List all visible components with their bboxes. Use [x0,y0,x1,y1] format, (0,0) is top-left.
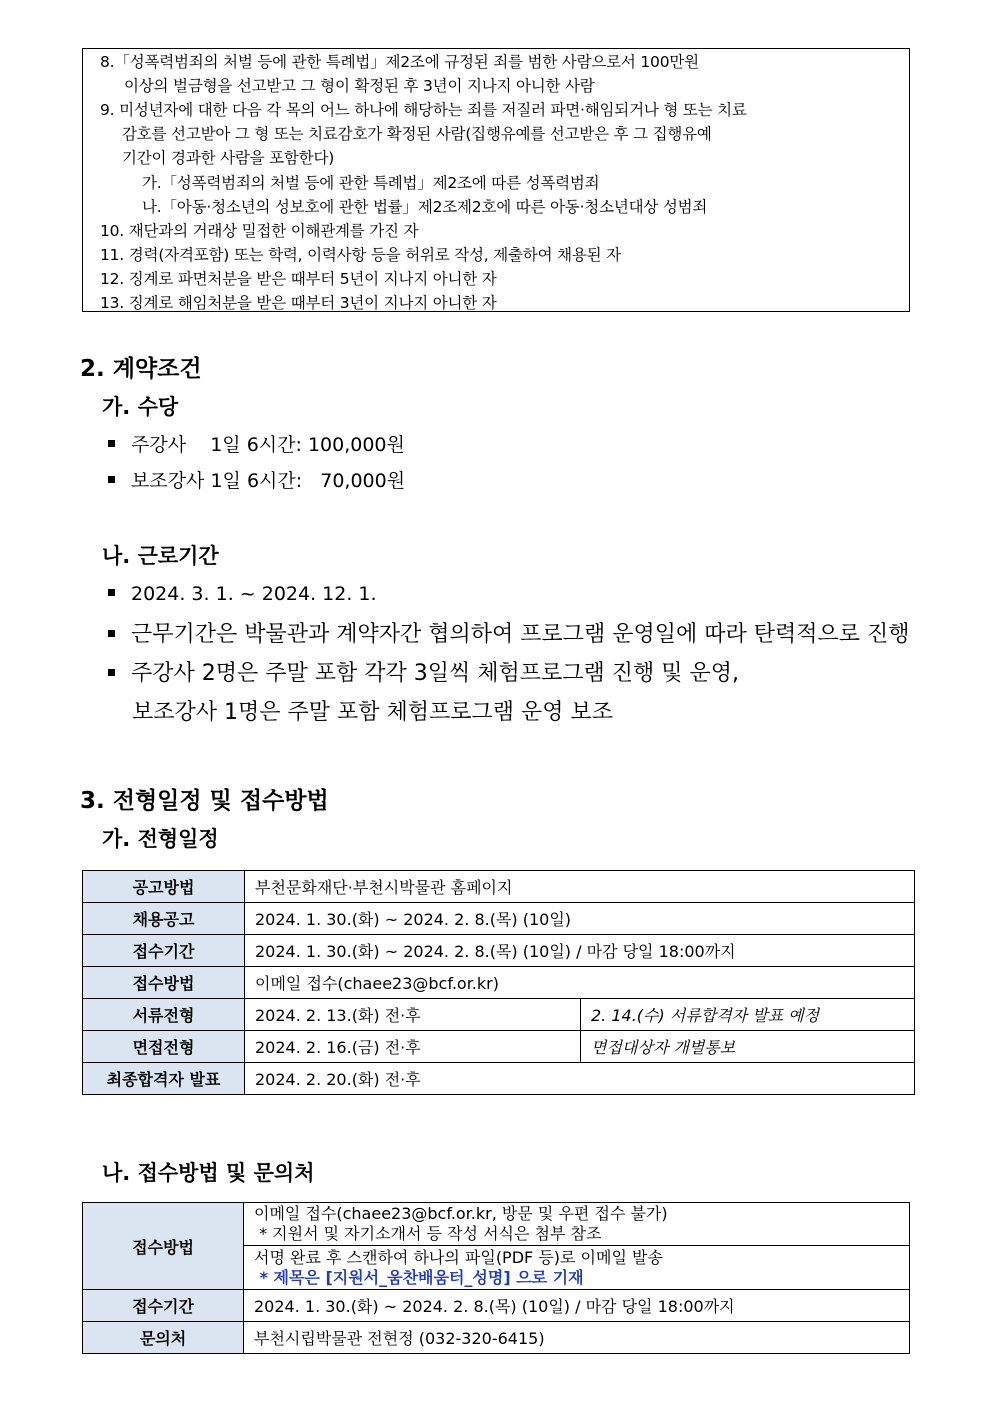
section-3-title: 3. 전형일정 및 접수방법 [80,788,329,814]
disqualify-item-9: 9. 미성년자에 대한 다음 각 목의 어느 하나에 해당하는 죄를 저질러 파면·해임되거나 형 또는 치료 [100,101,747,119]
period-assistant-schedule: 보조강사 1명은 주말 포함 체험프로그램 운영 보조 [132,700,613,725]
period-flexible-text: 근무기간은 박물관과 계약자간 협의하여 프로그램 운영일에 따라 탄력적으로 진행 [131,622,910,647]
bullet-square-icon [108,476,115,483]
schedule-label: 채용공고 [83,903,245,935]
table-row [83,1290,910,1322]
disqualify-item-8: 8.「성폭력범죄의 처벌 등에 관한 특례법」제2조에 규정된 죄를 범한 사람으로서 100만원 [100,53,699,71]
period-main-schedule-text: 주강사 2명은 주말 포함 각각 3일씩 체험프로그램 진행 및 운영, [131,661,739,686]
schedule-table [82,870,915,1095]
disqualify-item-10: 10. 재단과의 거래상 밀접한 이해관계를 가진 자 [100,222,419,240]
disqualify-item-9-na: 나.「아동·청소년의 성보호에 관한 법률」제2조제2호에 따른 아동·청소년대상 성범죄 [142,198,708,216]
apply-method-label: 접수방법 [83,1203,244,1290]
apply-contact-label: 문의처 [83,1322,244,1354]
schedule-value: 2024. 2. 13.(화) 전·후 [245,999,581,1031]
schedule-label: 공고방법 [83,871,245,903]
apply-method-line4: * 제목은 [지원서_움찬배움터_성명] 으로 기재 [254,1267,584,1287]
table-row [83,1031,915,1063]
pay-title: 가. 수당 [102,395,179,419]
schedule-title: 가. 전형일정 [102,827,219,851]
apply-method-line1: 이메일 접수(chaee23@bcf.or.kr, 방문 및 우편 접수 불가) [254,1204,668,1223]
apply-method-scan [244,1246,910,1290]
pay-assistant-text: 보조강사 1일 6시간: 70,000원 [131,470,406,492]
apply-period-label: 접수기간 [83,1290,244,1322]
pay-main-text: 주강사 1일 6시간: 100,000원 [131,434,405,456]
schedule-value: 이메일 접수(chaee23@bcf.or.kr) [245,967,915,999]
period-dates [108,583,377,605]
disqualify-item-9-cont1: 감호를 선고받아 그 형 또는 치료감호가 확정된 사람(집행유예를 선고받은 후 그 집행유예 [122,125,712,143]
period-main-schedule [108,656,739,687]
schedule-label: 접수기간 [83,935,245,967]
disqualify-item-8-cont: 이상의 벌금형을 선고받고 그 형이 확정된 후 3년이 지나지 아니한 사람 [124,77,595,95]
schedule-value: 2024. 2. 16.(금) 전·후 [245,1031,581,1063]
schedule-note: 면접대상자 개별통보 [581,1031,915,1063]
table-row [83,1063,915,1095]
schedule-note: 2. 14.(수) 서류합격자 발표 예정 [581,999,915,1031]
bullet-square-icon [108,440,115,447]
schedule-value: 2024. 1. 30.(화) ~ 2024. 2. 8.(목) (10일) [245,903,915,935]
apply-table [82,1202,910,1354]
table-row [83,935,915,967]
bullet-square-icon [108,589,115,596]
disqualify-item-9-cont2: 기간이 경과한 사람을 포함한다) [122,149,335,167]
schedule-label: 서류전형 [83,999,245,1031]
schedule-value: 2024. 1. 30.(화) ~ 2024. 2. 8.(목) (10일) / 마감 당일 18:00까지 [245,935,915,967]
table-row [83,903,915,935]
table-row [83,967,915,999]
section-2-title: 2. 계약조건 [80,356,202,382]
period-dates-text: 2024. 3. 1. ~ 2024. 12. 1. [131,583,377,605]
schedule-value: 2024. 2. 20.(화) 전·후 [245,1063,915,1095]
table-row [83,1203,910,1246]
disqualify-item-9-ga: 가.「성폭력범죄의 처벌 등에 관한 특례법」제2조에 따른 성폭력범죄 [142,174,600,192]
period-title: 나. 근로기간 [102,544,219,568]
apply-method-line3: 서명 완료 후 스캔하여 하나의 파일(PDF 등)로 이메일 발송 [254,1247,663,1267]
schedule-label: 접수방법 [83,967,245,999]
apply-period-value: 2024. 1. 30.(화) ~ 2024. 2. 8.(목) (10일) / 마감 당일 18:00까지 [244,1290,910,1322]
schedule-label: 최종합격자 발표 [83,1063,245,1095]
apply-contact-value: 부천시립박물관 전현정 (032-320-6415) [244,1322,910,1354]
pay-main-instructor [108,430,405,457]
table-row [83,1322,910,1354]
disqualify-item-13: 13. 징계로 해임처분을 받은 때부터 3년이 지나지 아니한 자 [100,294,497,312]
apply-title: 나. 접수방법 및 문의처 [102,1161,315,1185]
disqualify-item-12: 12. 징계로 파면처분을 받은 때부터 5년이 지나지 아니한 자 [100,270,497,288]
pay-assistant-instructor [108,466,405,493]
table-row [83,871,915,903]
disqualify-item-11: 11. 경력(자격포함) 또는 학력, 이력사항 등을 허위로 작성, 제출하여 채용된 자 [100,246,621,264]
schedule-value: 부천문화재단·부천시박물관 홈페이지 [245,871,915,903]
bullet-square-icon [108,669,115,676]
apply-method-line2: * 지원서 및 자기소개서 등 작성 서식은 첨부 참조 [254,1224,602,1243]
apply-method-email [244,1203,910,1246]
period-flexible [108,617,910,648]
schedule-label: 면접전형 [83,1031,245,1063]
table-row [83,999,915,1031]
bullet-square-icon [108,630,115,637]
